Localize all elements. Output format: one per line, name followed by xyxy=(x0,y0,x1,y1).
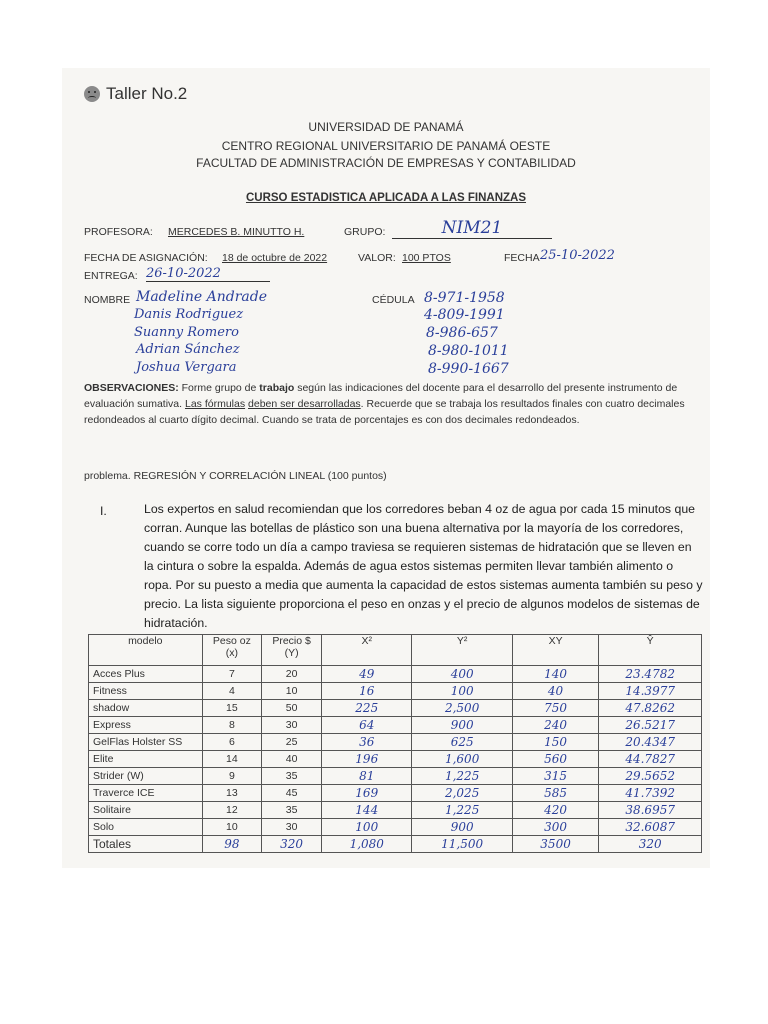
table-cell: 1,225 xyxy=(412,768,512,785)
table-cell: Solitaire xyxy=(89,802,203,819)
university-name: UNIVERSIDAD DE PANAMÁ xyxy=(308,120,464,134)
table-cell: 1,225 xyxy=(412,802,512,819)
table-cell: 420 xyxy=(512,802,598,819)
table-cell: 315 xyxy=(512,768,598,785)
table-cell: 1,600 xyxy=(412,751,512,768)
table-cell: 12 xyxy=(202,802,262,819)
fecha-label: FECHA xyxy=(504,252,540,264)
observaciones-underline: Las fórmulas xyxy=(184,398,246,410)
grupo-label: GRUPO: xyxy=(344,226,386,238)
faculty-name: FACULTAD DE ADMINISTRACIÓN DE EMPRESAS Y CONTABILIDAD xyxy=(196,156,576,170)
sad-face-icon xyxy=(84,86,100,102)
table-cell: Express xyxy=(89,717,203,734)
table-row xyxy=(89,768,702,785)
observaciones-paragraph xyxy=(84,380,694,428)
table-cell: 36 xyxy=(322,734,412,751)
table-cell: 7 xyxy=(202,666,262,683)
table-cell: 40 xyxy=(262,751,322,768)
table-cell: 300 xyxy=(512,819,598,836)
table-cell: 29.5652 xyxy=(599,768,702,785)
table-cell: 14 xyxy=(202,751,262,768)
table-cell: 11,500 xyxy=(412,836,512,853)
table-cell: 400 xyxy=(412,666,512,683)
table-cell: 23.4782 xyxy=(599,666,702,683)
student-name: Joshua Vergara xyxy=(136,360,237,375)
table-cell: 4 xyxy=(202,683,262,700)
table-cell: 15 xyxy=(202,700,262,717)
table-cell: 30 xyxy=(262,819,322,836)
asignacion-label: FECHA DE ASIGNACIÓN: xyxy=(84,252,208,264)
course-title: CURSO ESTADISTICA APLICADA A LAS FINANZAS xyxy=(245,192,527,204)
student-name: Suanny Romero xyxy=(134,325,239,340)
table-cell: 16 xyxy=(322,683,412,700)
table-cell: 20 xyxy=(262,666,322,683)
table-cell: 750 xyxy=(512,700,598,717)
table-row xyxy=(89,785,702,802)
table-cell: 25 xyxy=(262,734,322,751)
document-page xyxy=(62,68,710,868)
table-cell: 81 xyxy=(322,768,412,785)
table-cell: 49 xyxy=(322,666,412,683)
document-header xyxy=(84,84,187,104)
profesora-label: PROFESORA: xyxy=(84,226,153,238)
table-cell: 225 xyxy=(322,700,412,717)
table-row xyxy=(89,717,702,734)
table-cell: 32.6087 xyxy=(599,819,702,836)
table-cell: 585 xyxy=(512,785,598,802)
table-cell: 47.8262 xyxy=(599,700,702,717)
table-cell: 100 xyxy=(322,819,412,836)
header-y2: Y² xyxy=(412,635,512,666)
cedula-label: CÉDULA xyxy=(372,294,415,306)
student-cedula: 8-971-1958 xyxy=(424,290,505,306)
table-row xyxy=(89,734,702,751)
regional-center: CENTRO REGIONAL UNIVERSITARIO DE PANAMÁ OESTE xyxy=(221,139,551,153)
table-cell: 44.7827 xyxy=(599,751,702,768)
student-cedula: 4-809-1991 xyxy=(424,307,505,323)
table-cell: 38.6957 xyxy=(599,802,702,819)
table-cell: 625 xyxy=(412,734,512,751)
table-cell: 26.5217 xyxy=(599,717,702,734)
table-cell: 8 xyxy=(202,717,262,734)
observaciones-label: OBSERVACIONES: xyxy=(84,382,179,394)
table-cell: 320 xyxy=(599,836,702,853)
problem-text: Los expertos en salud recomiendan que los corredores beban 4 oz de agua por cada 15 minutos que corran. Aunque las botellas de plástico son una buena alternativa por la mayoría de los corredores, cuando se corre todo un día a campo traviesa se requieren sistemas de hidratación que se lleven en la cintura o sobre la espalda. Además de agua estos sistemas permiten llevar también alimento o ropa. Por su puesto a media que aumenta la capacidad de estos sistemas aumenta también su peso y precio. La lista siguiente proporciona el peso en onzas y el precio de algunos modelos de sistemas de hidratación. xyxy=(144,502,703,630)
table-cell: Traverce ICE xyxy=(89,785,203,802)
student-cedula: 8-986-657 xyxy=(426,325,498,341)
table-cell: Elite xyxy=(89,751,203,768)
grupo-value: NIM21 xyxy=(392,218,552,239)
table-cell: 41.7392 xyxy=(599,785,702,802)
nombre-label: NOMBRE xyxy=(84,294,131,306)
entrega-label: ENTREGA: xyxy=(84,270,138,282)
header-yhat: Ŷ xyxy=(599,635,702,666)
asignacion-value: 18 de octubre de 2022 xyxy=(222,252,328,264)
student-cedula: 8-980-1011 xyxy=(428,343,509,359)
table-cell: 64 xyxy=(322,717,412,734)
problem-heading: problema. REGRESIÓN Y CORRELACIÓN LINEAL (100 puntos) xyxy=(84,470,387,482)
table-cell: Fitness xyxy=(89,683,203,700)
header-peso: Peso oz (x) xyxy=(202,635,262,666)
table-cell: 6 xyxy=(202,734,262,751)
table-cell: 320 xyxy=(262,836,322,853)
table-cell: Solo xyxy=(89,819,203,836)
table-cell: 240 xyxy=(512,717,598,734)
header-modelo: modelo xyxy=(89,635,203,666)
data-table xyxy=(88,634,702,853)
table-cell: 45 xyxy=(262,785,322,802)
table-cell: 20.4347 xyxy=(599,734,702,751)
table-cell: 35 xyxy=(262,768,322,785)
table-row xyxy=(89,819,702,836)
table-cell: shadow xyxy=(89,700,203,717)
header-x2: X² xyxy=(322,635,412,666)
table-row xyxy=(89,683,702,700)
problem-number: I. xyxy=(100,504,107,518)
student-name: Danis Rodriguez xyxy=(134,307,244,322)
table-cell: 1,080 xyxy=(322,836,412,853)
table-cell: 10 xyxy=(202,819,262,836)
table-cell: 35 xyxy=(262,802,322,819)
table-cell: Totales xyxy=(89,836,203,853)
table-cell: 144 xyxy=(322,802,412,819)
student-name: Adrian Sánchez xyxy=(136,342,240,357)
table-cell: 140 xyxy=(512,666,598,683)
observaciones-text: Forme grupo de xyxy=(181,382,257,394)
table-cell: 14.3977 xyxy=(599,683,702,700)
fecha-value: 25-10-2022 xyxy=(540,248,615,263)
valor-value: 100 PTOS xyxy=(402,252,451,264)
table-cell: 40 xyxy=(512,683,598,700)
table-cell: GelFlas Holster SS xyxy=(89,734,203,751)
observaciones-underline: deben ser desarrolladas xyxy=(248,398,361,410)
table-row xyxy=(89,666,702,683)
table-cell: 9 xyxy=(202,768,262,785)
table-cell: Acces Plus xyxy=(89,666,203,683)
observaciones-text: . Recuerde que se trabaja los resultados finales con cuatro decimales redondeados al cuarto dígito decimal. Cuando se trata de porcentajes es con dos decimales redondeados. xyxy=(84,398,685,426)
observaciones-bold: trabajo xyxy=(259,382,295,394)
profesora-value: MERCEDES B. MINUTTO H. xyxy=(168,226,305,238)
header-precio: Precio $ (Y) xyxy=(262,635,322,666)
valor-label: VALOR: xyxy=(358,252,396,264)
totals-row xyxy=(89,836,702,853)
document-title: Taller No.2 xyxy=(106,84,188,103)
table-row xyxy=(89,802,702,819)
table-cell: Strider (W) xyxy=(89,768,203,785)
table-row xyxy=(89,700,702,717)
table-cell: 50 xyxy=(262,700,322,717)
table-header-row xyxy=(89,635,702,666)
table-row xyxy=(89,751,702,768)
table-cell: 10 xyxy=(262,683,322,700)
student-cedula: 8-990-1667 xyxy=(428,361,509,377)
table-cell: 2,025 xyxy=(412,785,512,802)
table-cell: 196 xyxy=(322,751,412,768)
table-cell: 100 xyxy=(412,683,512,700)
table-cell: 900 xyxy=(412,717,512,734)
table-cell: 150 xyxy=(512,734,598,751)
table-cell: 13 xyxy=(202,785,262,802)
student-name: Madeline Andrade xyxy=(136,289,268,305)
header-xy: XY xyxy=(512,635,598,666)
table-cell: 98 xyxy=(202,836,262,853)
table-cell: 3500 xyxy=(512,836,598,853)
table-cell: 560 xyxy=(512,751,598,768)
observaciones-text: según las indicaciones del docente para el desarrollo del presente instrumento de evaluación sumativa. xyxy=(84,382,678,410)
table-cell: 169 xyxy=(322,785,412,802)
table-cell: 30 xyxy=(262,717,322,734)
entrega-value: 26-10-2022 xyxy=(146,266,270,282)
table-cell: 900 xyxy=(412,819,512,836)
table-cell: 2,500 xyxy=(412,700,512,717)
